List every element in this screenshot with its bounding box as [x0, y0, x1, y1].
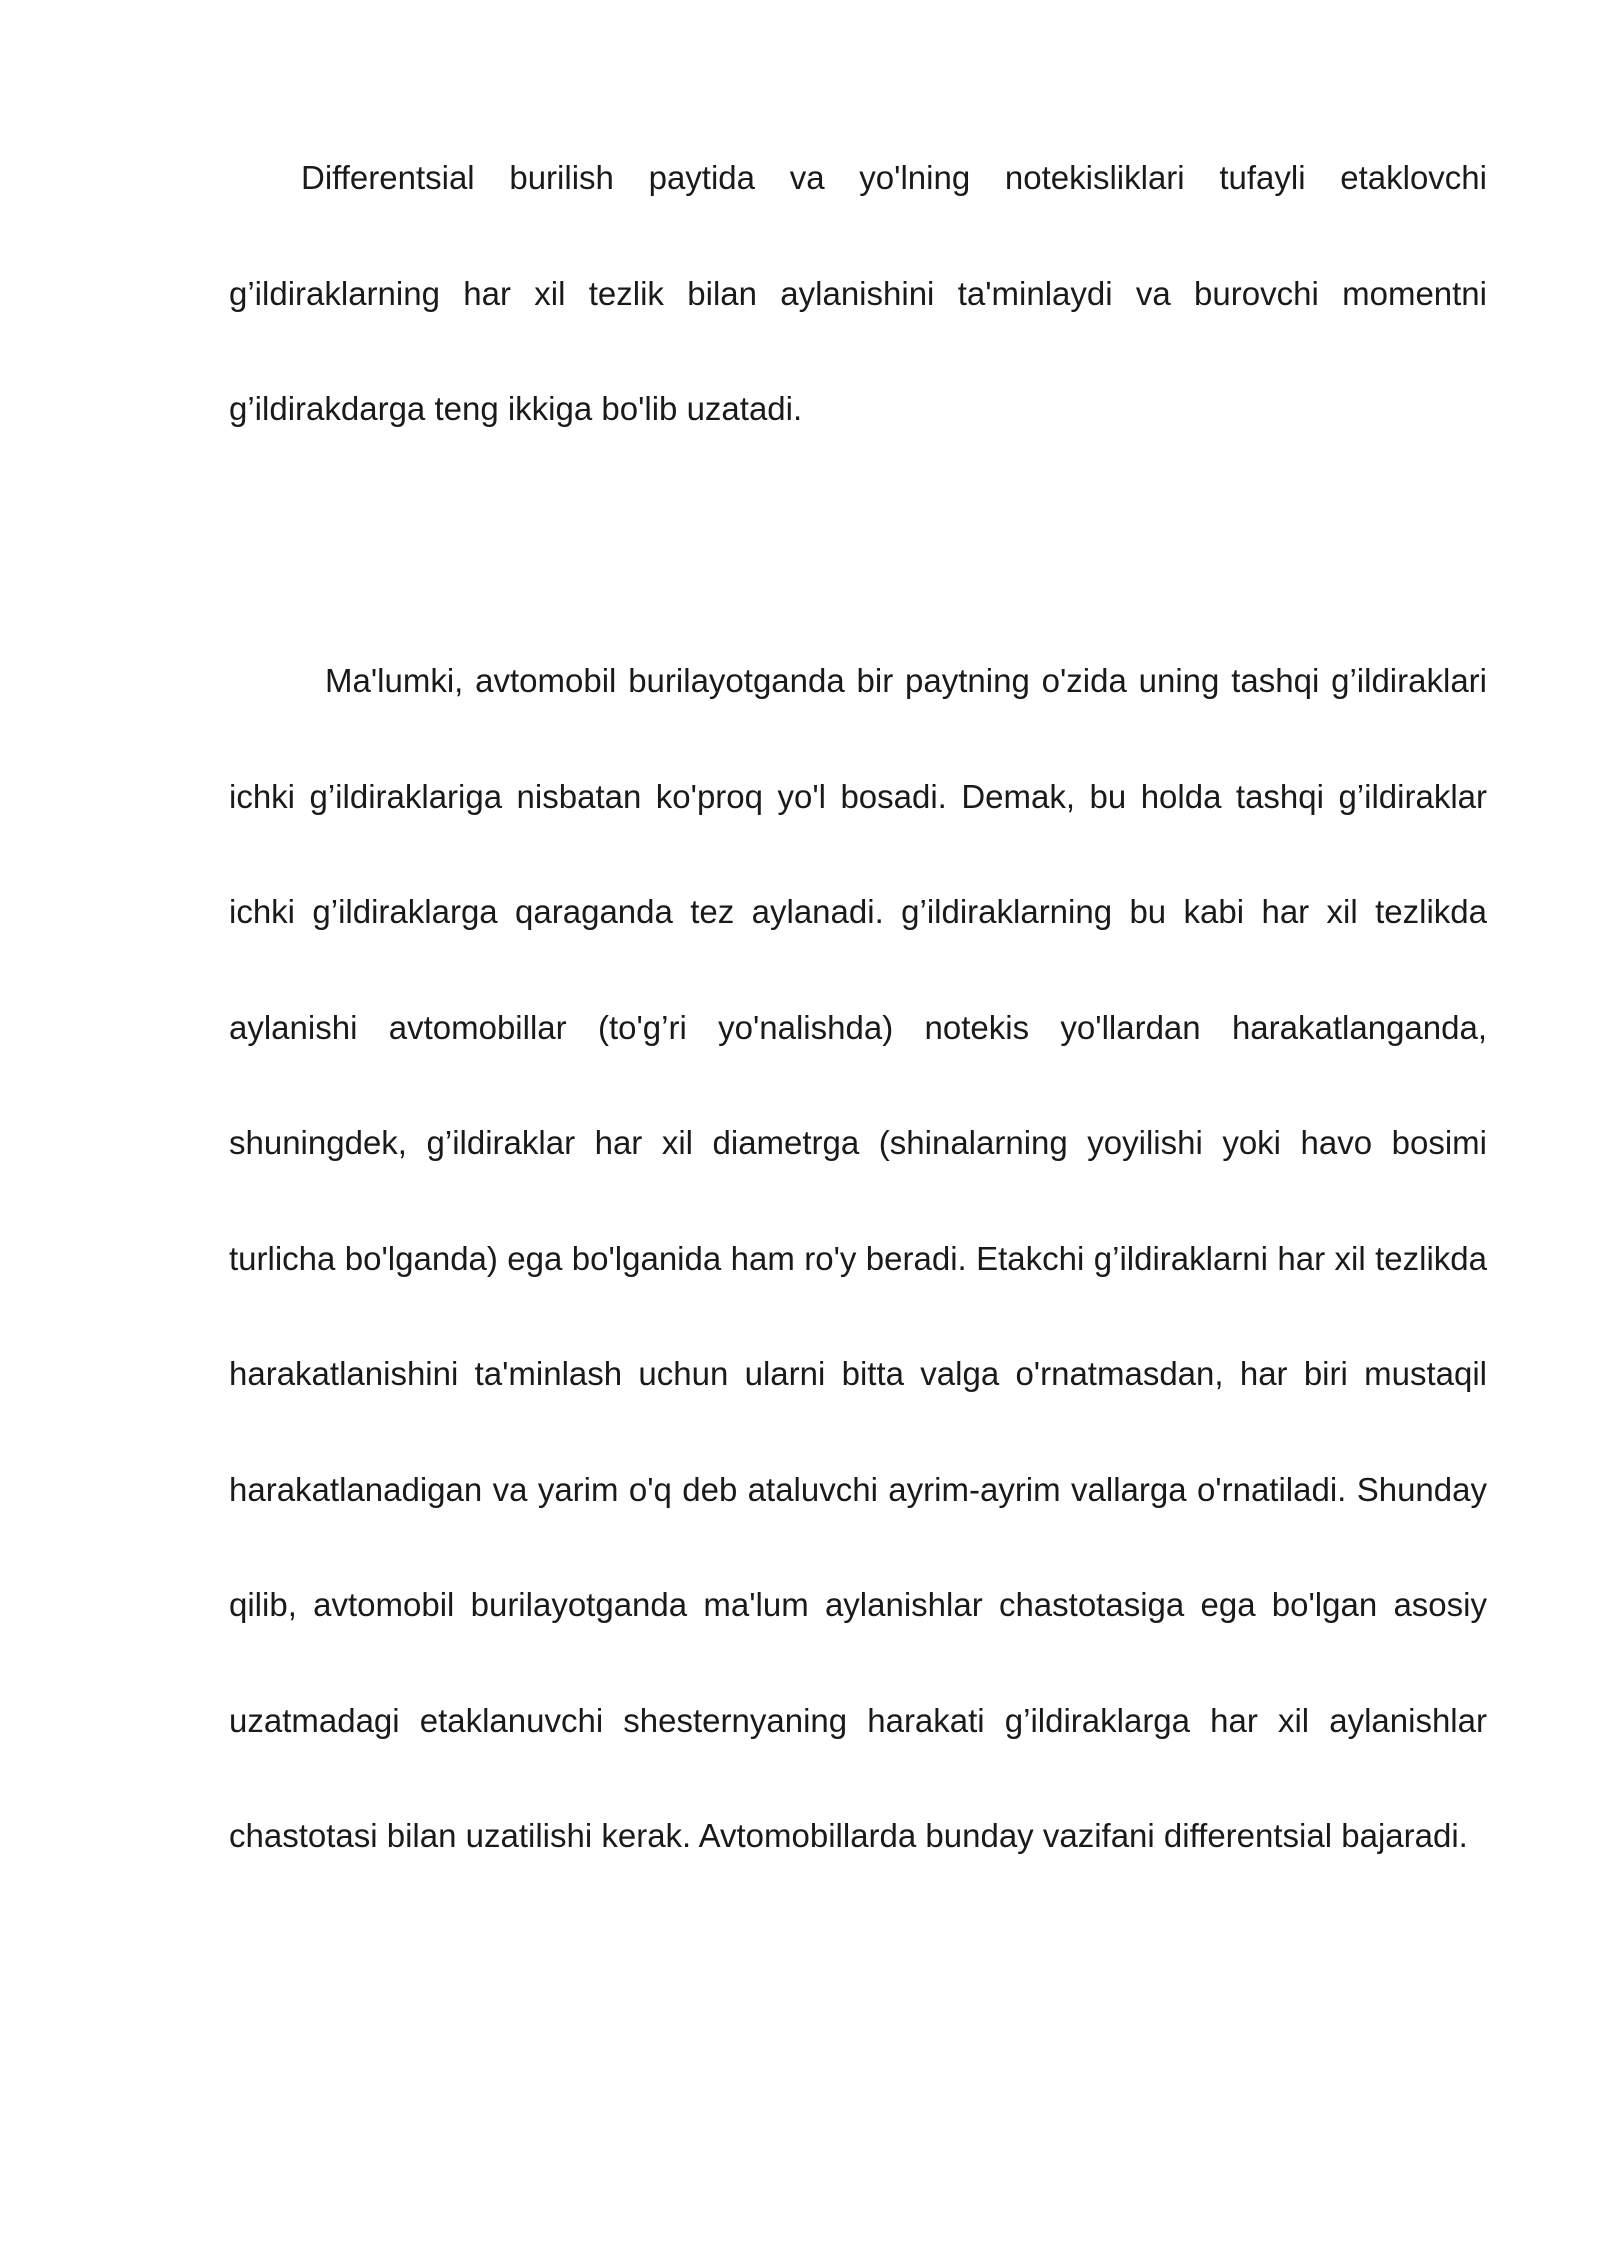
paragraph-differential-intro: Differentsial burilish paytida va yo'lning notekisliklari tufayli etaklovchi g’ildiraklarning har xil tezlik bilan aylanishini ta'minlaydi va burovchi momentni g’ildirakdarga teng ikkiga bo'lib uzatadi. — [229, 159, 1487, 427]
paragraph-differential-explanation: Ma'lumki, avtomobil burilayotganda bir paytning o'zida uning tashqi g’ildiraklari ichki g’ildiraklariga nisbatan ko'proq yo'l bosadi. Demak, bu holda tashqi g’ildiraklar ichki g’ildiraklarga qaraganda tez aylanadi. g’ildiraklarning bu kabi har xil tezlikda aylanishi avtomobillar (to'g’ri yo'nalishda) notekis yo'llardan harakatlanganda, shuningdek, g’ildiraklar har xil diametrga (shinalarning yoyilishi yoki havo bosimi turlicha bo'lganda) ega bo'lganida ham ro'y beradi. Etakchi g’ildiraklarni har xil tezlikda harakatlanishini ta'minlash uchun ularni bitta valga o'rnatmasdan, har biri mustaqil harakatlanadigan va yarim o'q deb ataluvchi ayrim-ayrim vallarga o'rnatiladi. Shunday qilib, avtomobil burilayotganda ma'lum aylanishlar chastotasiga ega bo'lgan asosiy uzatmadagi etaklanuvchi shesternyaning harakati g’ildiraklarga har xil aylanishlar chastotasi bilan uzatilishi kerak. Avtomobillarda bunday vazifani differentsial bajaradi. — [229, 662, 1487, 1854]
